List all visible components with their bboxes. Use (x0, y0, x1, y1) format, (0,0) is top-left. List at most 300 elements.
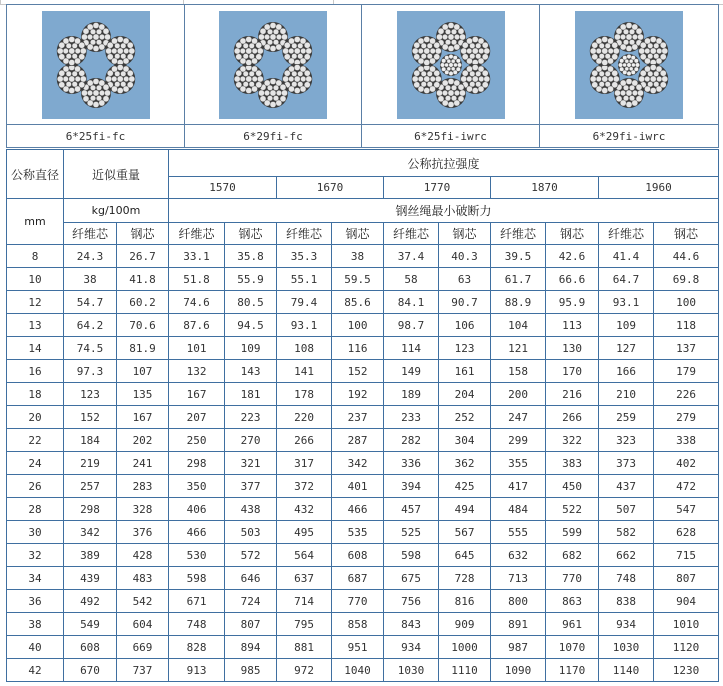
value-cell: 70.6 (117, 314, 169, 337)
value-cell: 894 (225, 636, 277, 659)
value-cell: 495 (277, 521, 332, 544)
value-cell: 81.9 (117, 337, 169, 360)
value-cell: 582 (599, 521, 654, 544)
header-fiber-core: 纤维芯 (64, 223, 117, 245)
value-cell: 522 (546, 498, 599, 521)
value-cell: 80.5 (225, 291, 277, 314)
value-cell: 299 (491, 429, 546, 452)
value-cell: 342 (332, 452, 384, 475)
value-cell: 93.1 (277, 314, 332, 337)
value-cell: 671 (169, 590, 225, 613)
value-cell: 645 (439, 544, 491, 567)
value-cell: 106 (439, 314, 491, 337)
table-row (7, 337, 719, 360)
value-cell: 200 (491, 383, 546, 406)
value-cell: 428 (117, 544, 169, 567)
value-cell: 202 (117, 429, 169, 452)
value-cell: 466 (169, 521, 225, 544)
header-steel-core: 钢芯 (546, 223, 599, 245)
value-cell: 149 (384, 360, 439, 383)
diameter-cell: 38 (7, 613, 64, 636)
value-cell: 158 (491, 360, 546, 383)
table-body (7, 245, 719, 682)
value-cell: 114 (384, 337, 439, 360)
rope-caption: 6*25fi-fc (7, 125, 185, 148)
value-cell: 266 (546, 406, 599, 429)
value-cell: 494 (439, 498, 491, 521)
value-cell: 362 (439, 452, 491, 475)
value-cell: 1170 (546, 659, 599, 682)
table-row (7, 521, 719, 544)
value-cell: 863 (546, 590, 599, 613)
value-cell: 669 (117, 636, 169, 659)
table-row (7, 268, 719, 291)
value-cell: 35.8 (225, 245, 277, 268)
value-cell: 1230 (654, 659, 719, 682)
value-cell: 383 (546, 452, 599, 475)
value-cell: 1030 (384, 659, 439, 682)
table-row (7, 590, 719, 613)
value-cell: 41.4 (599, 245, 654, 268)
table-row (7, 636, 719, 659)
value-cell: 152 (332, 360, 384, 383)
value-cell: 58 (384, 268, 439, 291)
value-cell: 904 (654, 590, 719, 613)
value-cell: 167 (117, 406, 169, 429)
value-cell: 237 (332, 406, 384, 429)
value-cell: 1090 (491, 659, 546, 682)
value-cell: 87.6 (169, 314, 225, 337)
table-row (7, 291, 719, 314)
value-cell: 599 (546, 521, 599, 544)
value-cell: 181 (225, 383, 277, 406)
value-cell: 564 (277, 544, 332, 567)
value-cell: 93.1 (599, 291, 654, 314)
value-cell: 608 (332, 544, 384, 567)
value-cell: 492 (64, 590, 117, 613)
value-cell: 304 (439, 429, 491, 452)
value-cell: 737 (117, 659, 169, 682)
table-row (7, 429, 719, 452)
value-cell: 109 (599, 314, 654, 337)
value-cell: 287 (332, 429, 384, 452)
value-cell: 687 (332, 567, 384, 590)
value-cell: 95.9 (546, 291, 599, 314)
table-row (7, 498, 719, 521)
value-cell: 608 (64, 636, 117, 659)
value-cell: 432 (277, 498, 332, 521)
header-core-type-row (7, 223, 719, 245)
header-steel-core: 钢芯 (654, 223, 719, 245)
value-cell: 85.6 (332, 291, 384, 314)
value-cell: 377 (225, 475, 277, 498)
value-cell: 909 (439, 613, 491, 636)
header-fiber-core: 纤维芯 (599, 223, 654, 245)
diameter-cell: 12 (7, 291, 64, 314)
value-cell: 59.5 (332, 268, 384, 291)
value-cell: 372 (277, 475, 332, 498)
header-steel-core: 钢芯 (332, 223, 384, 245)
value-cell: 389 (64, 544, 117, 567)
diameter-cell: 28 (7, 498, 64, 521)
table-row (7, 613, 719, 636)
value-cell: 270 (225, 429, 277, 452)
value-cell: 40.3 (439, 245, 491, 268)
value-cell: 323 (599, 429, 654, 452)
value-cell: 770 (332, 590, 384, 613)
value-cell: 1070 (546, 636, 599, 659)
value-cell: 37.4 (384, 245, 439, 268)
value-cell: 33.1 (169, 245, 225, 268)
value-cell: 637 (277, 567, 332, 590)
value-cell: 184 (64, 429, 117, 452)
rope-structure-images (6, 4, 719, 148)
value-cell: 373 (599, 452, 654, 475)
value-cell: 961 (546, 613, 599, 636)
value-cell: 63 (439, 268, 491, 291)
value-cell: 282 (384, 429, 439, 452)
value-cell: 913 (169, 659, 225, 682)
table-row (7, 360, 719, 383)
value-cell: 39.5 (491, 245, 546, 268)
value-cell: 457 (384, 498, 439, 521)
header-fiber-core: 纤维芯 (491, 223, 546, 245)
value-cell: 233 (384, 406, 439, 429)
header-grade: 1670 (277, 177, 384, 199)
value-cell: 985 (225, 659, 277, 682)
value-cell: 567 (439, 521, 491, 544)
value-cell: 598 (169, 567, 225, 590)
value-cell: 90.7 (439, 291, 491, 314)
value-cell: 137 (654, 337, 719, 360)
value-cell: 100 (654, 291, 719, 314)
value-cell: 98.7 (384, 314, 439, 337)
value-cell: 69.8 (654, 268, 719, 291)
value-cell: 55.9 (225, 268, 277, 291)
value-cell: 1110 (439, 659, 491, 682)
value-cell: 104 (491, 314, 546, 337)
table-row (7, 567, 719, 590)
value-cell: 715 (654, 544, 719, 567)
value-cell: 116 (332, 337, 384, 360)
value-cell: 279 (654, 406, 719, 429)
value-cell: 438 (225, 498, 277, 521)
value-cell: 24.3 (64, 245, 117, 268)
value-cell: 219 (64, 452, 117, 475)
rope-cross-section-image (575, 11, 683, 119)
value-cell: 1000 (439, 636, 491, 659)
value-cell: 226 (654, 383, 719, 406)
rope-caption: 6*29fi-iwrc (540, 125, 719, 148)
value-cell: 121 (491, 337, 546, 360)
rope-cross-section-image (42, 11, 150, 119)
value-cell: 250 (169, 429, 225, 452)
value-cell: 257 (64, 475, 117, 498)
value-cell: 1030 (599, 636, 654, 659)
diameter-cell: 20 (7, 406, 64, 429)
value-cell: 800 (491, 590, 546, 613)
value-cell: 483 (117, 567, 169, 590)
value-cell: 1140 (599, 659, 654, 682)
value-cell: 503 (225, 521, 277, 544)
rope-cross-section-image (219, 11, 327, 119)
header-grade: 1870 (491, 177, 599, 199)
value-cell: 670 (64, 659, 117, 682)
rope-cross-section-image (397, 11, 505, 119)
header-approx-weight: 近似重量 (64, 150, 169, 199)
header-unit-weight: kg/100m (64, 199, 169, 223)
value-cell: 216 (546, 383, 599, 406)
value-cell: 472 (654, 475, 719, 498)
value-cell: 259 (599, 406, 654, 429)
value-cell: 298 (64, 498, 117, 521)
value-cell: 123 (439, 337, 491, 360)
value-cell: 79.4 (277, 291, 332, 314)
value-cell: 934 (384, 636, 439, 659)
value-cell: 97.3 (64, 360, 117, 383)
value-cell: 178 (277, 383, 332, 406)
diameter-cell: 14 (7, 337, 64, 360)
value-cell: 210 (599, 383, 654, 406)
value-cell: 828 (169, 636, 225, 659)
table-row (7, 452, 719, 475)
value-cell: 41.8 (117, 268, 169, 291)
table-row (7, 383, 719, 406)
value-cell: 100 (332, 314, 384, 337)
value-cell: 598 (384, 544, 439, 567)
rope-image-cell (362, 5, 540, 125)
value-cell: 54.7 (64, 291, 117, 314)
value-cell: 298 (169, 452, 225, 475)
value-cell: 549 (64, 613, 117, 636)
value-cell: 107 (117, 360, 169, 383)
table-row (7, 475, 719, 498)
value-cell: 770 (546, 567, 599, 590)
value-cell: 535 (332, 521, 384, 544)
value-cell: 38 (64, 268, 117, 291)
value-cell: 74.6 (169, 291, 225, 314)
table-row (7, 659, 719, 682)
value-cell: 439 (64, 567, 117, 590)
value-cell: 646 (225, 567, 277, 590)
header-grade: 1570 (169, 177, 277, 199)
value-cell: 170 (546, 360, 599, 383)
value-cell: 61.7 (491, 268, 546, 291)
value-cell: 355 (491, 452, 546, 475)
value-cell: 84.1 (384, 291, 439, 314)
rope-image-cell (540, 5, 719, 125)
value-cell: 437 (599, 475, 654, 498)
value-cell: 152 (64, 406, 117, 429)
value-cell: 881 (277, 636, 332, 659)
header-steel-core: 钢芯 (117, 223, 169, 245)
value-cell: 795 (277, 613, 332, 636)
value-cell: 394 (384, 475, 439, 498)
value-cell: 714 (277, 590, 332, 613)
value-cell: 816 (439, 590, 491, 613)
value-cell: 530 (169, 544, 225, 567)
value-cell: 94.5 (225, 314, 277, 337)
value-cell: 951 (332, 636, 384, 659)
value-cell: 675 (384, 567, 439, 590)
value-cell: 402 (654, 452, 719, 475)
value-cell: 350 (169, 475, 225, 498)
value-cell: 220 (277, 406, 332, 429)
value-cell: 507 (599, 498, 654, 521)
value-cell: 328 (117, 498, 169, 521)
diameter-cell: 36 (7, 590, 64, 613)
diameter-cell: 26 (7, 475, 64, 498)
value-cell: 189 (384, 383, 439, 406)
rope-caption: 6*29fi-fc (185, 125, 362, 148)
value-cell: 166 (599, 360, 654, 383)
header-grade: 1960 (599, 177, 719, 199)
header-fiber-core: 纤维芯 (169, 223, 225, 245)
value-cell: 756 (384, 590, 439, 613)
rope-cross-section-svg (397, 11, 505, 119)
value-cell: 35.3 (277, 245, 332, 268)
diameter-cell: 22 (7, 429, 64, 452)
diameter-cell: 18 (7, 383, 64, 406)
value-cell: 417 (491, 475, 546, 498)
header-unit-mm: mm (7, 199, 64, 245)
header-steel-core: 钢芯 (225, 223, 277, 245)
value-cell: 88.9 (491, 291, 546, 314)
value-cell: 223 (225, 406, 277, 429)
value-cell: 192 (332, 383, 384, 406)
value-cell: 42.6 (546, 245, 599, 268)
value-cell: 342 (64, 521, 117, 544)
value-cell: 127 (599, 337, 654, 360)
value-cell: 252 (439, 406, 491, 429)
value-cell: 204 (439, 383, 491, 406)
value-cell: 161 (439, 360, 491, 383)
diameter-cell: 24 (7, 452, 64, 475)
diameter-cell: 8 (7, 245, 64, 268)
value-cell: 66.6 (546, 268, 599, 291)
table-row (7, 314, 719, 337)
value-cell: 118 (654, 314, 719, 337)
table-row (7, 245, 719, 268)
value-cell: 247 (491, 406, 546, 429)
value-cell: 321 (225, 452, 277, 475)
value-cell: 64.7 (599, 268, 654, 291)
value-cell: 207 (169, 406, 225, 429)
value-cell: 179 (654, 360, 719, 383)
value-cell: 547 (654, 498, 719, 521)
value-cell: 525 (384, 521, 439, 544)
value-cell: 406 (169, 498, 225, 521)
diameter-cell: 40 (7, 636, 64, 659)
value-cell: 60.2 (117, 291, 169, 314)
value-cell: 632 (491, 544, 546, 567)
header-fiber-core: 纤维芯 (384, 223, 439, 245)
diameter-cell: 16 (7, 360, 64, 383)
value-cell: 167 (169, 383, 225, 406)
value-cell: 1040 (332, 659, 384, 682)
value-cell: 44.6 (654, 245, 719, 268)
diameter-cell: 32 (7, 544, 64, 567)
header-min-breaking-force: 钢丝绳最小破断力 (169, 199, 719, 223)
value-cell: 858 (332, 613, 384, 636)
value-cell: 542 (117, 590, 169, 613)
value-cell: 376 (117, 521, 169, 544)
value-cell: 972 (277, 659, 332, 682)
value-cell: 843 (384, 613, 439, 636)
rope-cross-section-svg (575, 11, 683, 119)
rope-image-cell (185, 5, 362, 125)
value-cell: 241 (117, 452, 169, 475)
table-row (7, 406, 719, 429)
value-cell: 1120 (654, 636, 719, 659)
value-cell: 135 (117, 383, 169, 406)
value-cell: 108 (277, 337, 332, 360)
value-cell: 132 (169, 360, 225, 383)
value-cell: 101 (169, 337, 225, 360)
value-cell: 987 (491, 636, 546, 659)
value-cell: 838 (599, 590, 654, 613)
value-cell: 1010 (654, 613, 719, 636)
value-cell: 143 (225, 360, 277, 383)
value-cell: 662 (599, 544, 654, 567)
value-cell: 130 (546, 337, 599, 360)
value-cell: 38 (332, 245, 384, 268)
value-cell: 123 (64, 383, 117, 406)
value-cell: 484 (491, 498, 546, 521)
rope-caption: 6*25fi-iwrc (362, 125, 540, 148)
value-cell: 401 (332, 475, 384, 498)
value-cell: 724 (225, 590, 277, 613)
value-cell: 604 (117, 613, 169, 636)
rope-image-cell (7, 5, 185, 125)
value-cell: 141 (277, 360, 332, 383)
value-cell: 109 (225, 337, 277, 360)
value-cell: 338 (654, 429, 719, 452)
value-cell: 266 (277, 429, 332, 452)
value-cell: 934 (599, 613, 654, 636)
diameter-cell: 13 (7, 314, 64, 337)
diameter-cell: 34 (7, 567, 64, 590)
rope-spec-table (6, 149, 719, 682)
value-cell: 891 (491, 613, 546, 636)
value-cell: 748 (599, 567, 654, 590)
value-cell: 26.7 (117, 245, 169, 268)
value-cell: 807 (654, 567, 719, 590)
value-cell: 113 (546, 314, 599, 337)
value-cell: 64.2 (64, 314, 117, 337)
header-grade: 1770 (384, 177, 491, 199)
value-cell: 425 (439, 475, 491, 498)
header-fiber-core: 纤维芯 (277, 223, 332, 245)
value-cell: 74.5 (64, 337, 117, 360)
header-steel-core: 钢芯 (439, 223, 491, 245)
value-cell: 555 (491, 521, 546, 544)
value-cell: 728 (439, 567, 491, 590)
diameter-cell: 10 (7, 268, 64, 291)
value-cell: 682 (546, 544, 599, 567)
table-row (7, 544, 719, 567)
rope-cross-section-svg (42, 11, 150, 119)
value-cell: 283 (117, 475, 169, 498)
value-cell: 748 (169, 613, 225, 636)
header-tensile-strength: 公称抗拉强度 (169, 150, 719, 177)
value-cell: 713 (491, 567, 546, 590)
diameter-cell: 42 (7, 659, 64, 682)
value-cell: 51.8 (169, 268, 225, 291)
value-cell: 807 (225, 613, 277, 636)
value-cell: 322 (546, 429, 599, 452)
value-cell: 628 (654, 521, 719, 544)
